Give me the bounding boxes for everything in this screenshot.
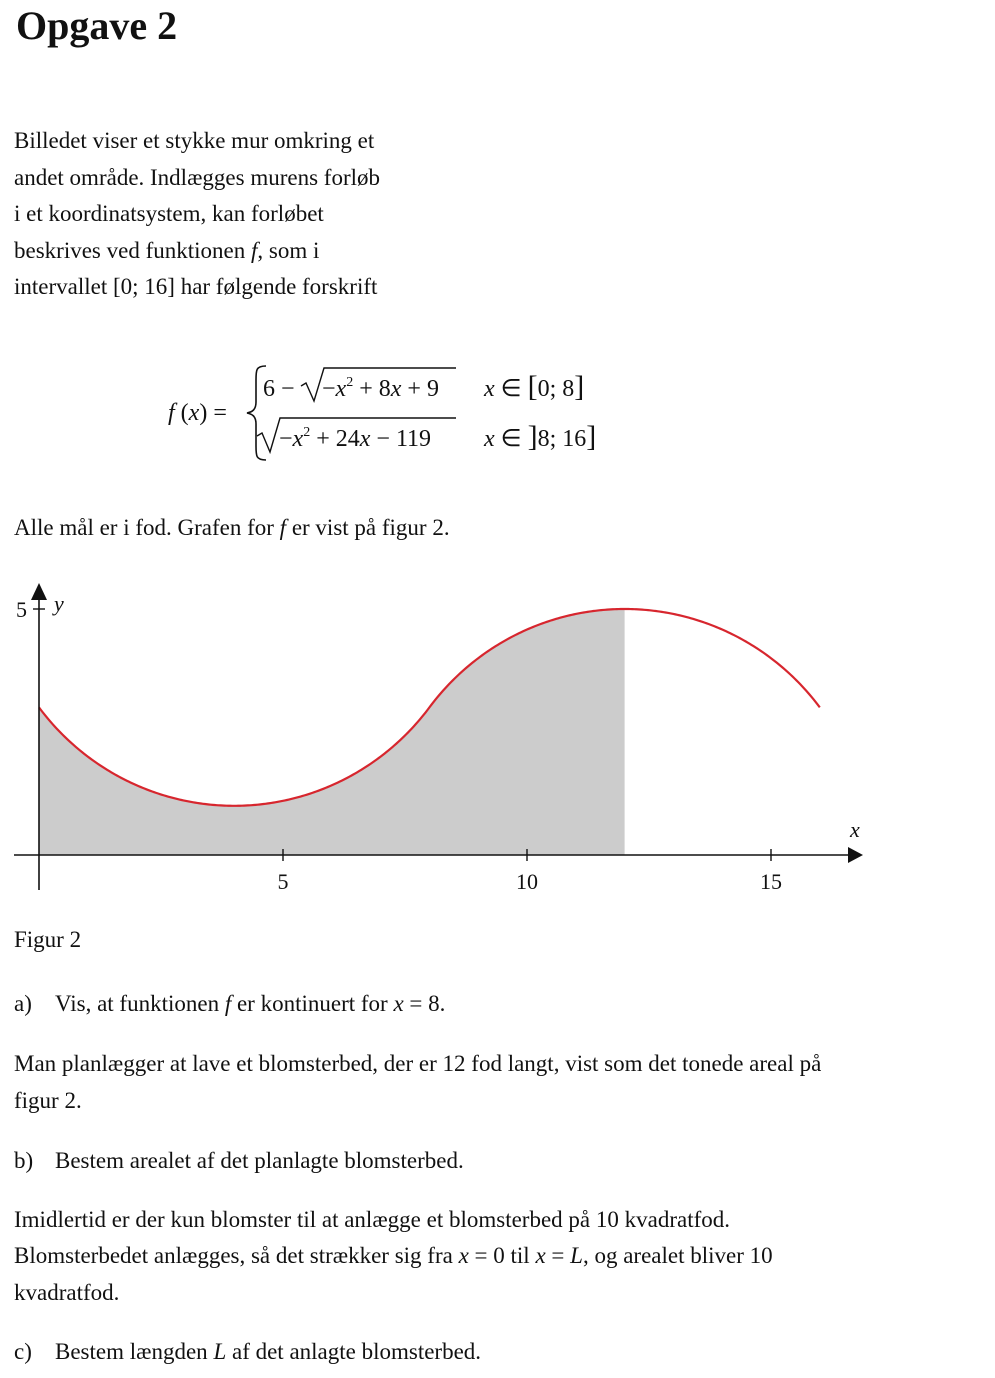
variable-symbol: x (393, 991, 404, 1016)
y-axis-label: y (54, 591, 64, 616)
figure-2-graph (0, 575, 995, 905)
question-b (14, 1143, 464, 1180)
y-axis-arrow (31, 583, 47, 600)
x-tick-label: 10 (516, 869, 538, 894)
question-text: Bestem arealet af det planlagte blomsterbed. (55, 1148, 464, 1173)
shaded-area (39, 609, 625, 855)
function-symbol: f (224, 991, 232, 1016)
x-axis-arrow (848, 847, 863, 863)
paragraph-text: , og arealet bliver 10 (582, 1243, 773, 1268)
units-text: er vist på figur 2. (286, 515, 450, 540)
question-text: Vis, at funktionen (55, 991, 225, 1016)
question-text: af det anlagte blomsterbed. (226, 1339, 482, 1364)
paragraph-text: = (545, 1243, 571, 1268)
formula-lhs: f (x) = (168, 400, 227, 426)
piece1-domain: x ∈ [0; 8] (484, 370, 585, 403)
variable-symbol: x (458, 1243, 469, 1268)
paragraph-text: Blomsterbedet anlægges, så det strækker sig fra (14, 1243, 459, 1268)
intro-paragraph (14, 123, 484, 306)
intro-line (14, 233, 484, 270)
function-symbol: f (279, 515, 287, 540)
variable-symbol: x (535, 1243, 546, 1268)
intro-line: i et koordinatsystem, kan forløbet (14, 201, 324, 226)
x-axis-label: x (850, 817, 860, 842)
x-tick-label: 5 (277, 869, 289, 894)
piece1-radicand: $-x^2 + 8x + 9$ (322, 375, 439, 402)
question-text: = 8. (403, 991, 446, 1016)
paragraph-c (14, 1238, 773, 1275)
variable-symbol: L (213, 1339, 227, 1364)
question-label: c) (14, 1339, 32, 1364)
variable-symbol: L (570, 1243, 583, 1268)
paragraph-b: figur 2. (14, 1088, 82, 1113)
paragraph-c: Imidlertid er der kun blomster til at anlægge et blomsterbed på 10 kvadratfod. (14, 1207, 730, 1232)
question-text: er kontinuert for (231, 991, 394, 1016)
paragraph-b: Man planlægger at lave et blomsterbed, der er 12 fod langt, vist som det tonede areal på (14, 1051, 822, 1076)
question-label: a) (14, 991, 32, 1016)
units-sentence (14, 510, 450, 547)
question-c (14, 1334, 481, 1371)
question-text: Bestem længden (55, 1339, 214, 1364)
intro-line: intervallet [0; 16] har følgende forskrift (14, 274, 378, 299)
question-a (14, 986, 445, 1023)
intro-text: beskrives ved funktionen (14, 237, 251, 263)
x-tick-label: 15 (760, 869, 782, 894)
intro-line: andet område. Indlægges murens forløb (14, 164, 380, 190)
units-text: Alle mål er i fod. Grafen for (14, 515, 280, 540)
task-heading: Opgave 2 (16, 3, 178, 48)
y-tick-label: 5 (16, 597, 27, 622)
paragraph-text: = 0 til (468, 1243, 536, 1268)
function-symbol: f (250, 237, 258, 263)
intro-line: Billedet viser et stykke mur omkring et (14, 128, 375, 153)
intro-text: , som i (257, 237, 320, 263)
question-label: b) (14, 1148, 34, 1173)
figure-caption: Figur 2 (14, 927, 82, 952)
piecewise-formula (0, 352, 995, 472)
piece2-domain: x ∈ ]8; 16] (484, 420, 597, 453)
paragraph-c: kvadratfod. (14, 1280, 120, 1305)
piece1-number: 6 − (263, 376, 295, 402)
piece2-radicand: $-x^2 + 24x - 119$ (279, 425, 432, 452)
